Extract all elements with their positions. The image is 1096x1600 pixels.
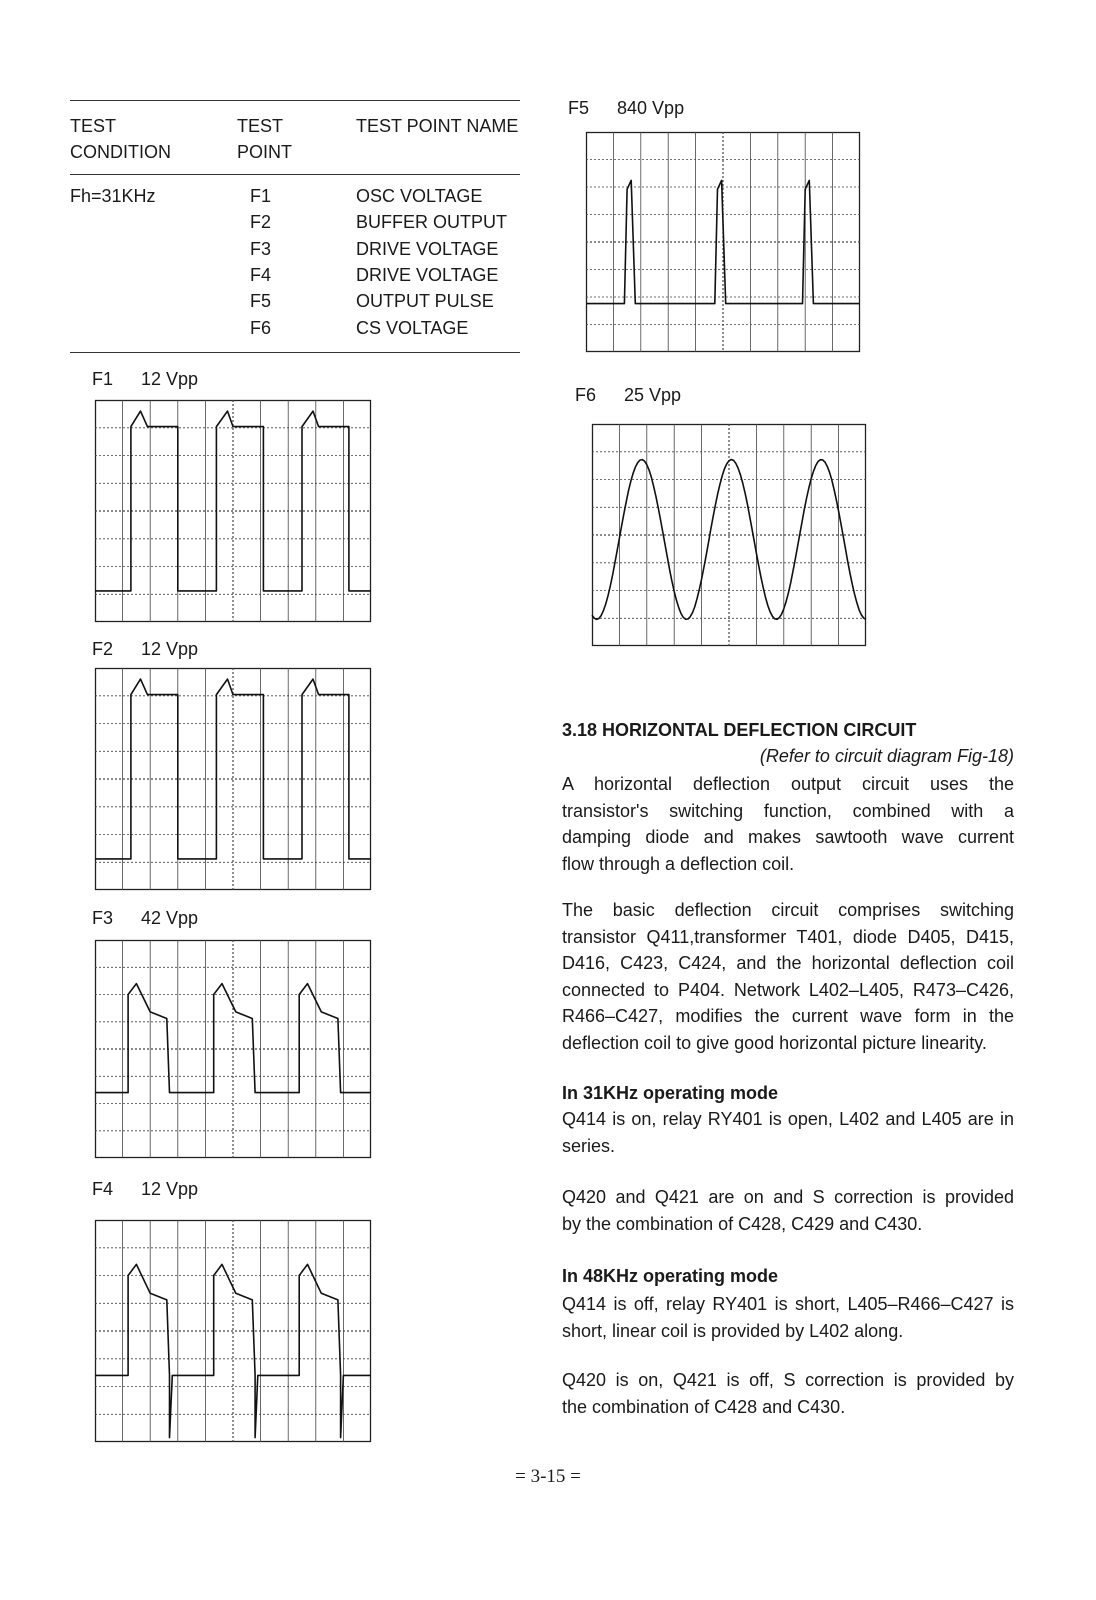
table-cell-point: F4 <box>250 264 272 285</box>
mode-48khz-title: In 48KHz operating mode <box>562 1266 779 1286</box>
table-header-rule <box>70 174 520 175</box>
waveform-label-f4: F4 12 Vpp <box>92 1179 199 1199</box>
table-cell-name: DRIVE VOLTAGE <box>356 264 499 285</box>
text-line: The basic deflection circuit comprises switching <box>562 900 1014 920</box>
header-test-point-name: TEST POINT NAME <box>356 116 519 136</box>
table-cell-name: OSC VOLTAGE <box>356 186 483 206</box>
waveform-label-f5: F5 840 Vpp <box>568 98 685 118</box>
header-test-condition-1: TEST <box>70 116 117 136</box>
mode-48khz-para1 <box>562 1291 1014 1344</box>
text-line: Q420 is on, Q421 is off, S correction is provided by <box>562 1370 1014 1390</box>
scope-grid <box>95 668 371 890</box>
waveform-trace <box>95 1264 371 1437</box>
waveform-label-f2: F2 12 Vpp <box>92 639 199 659</box>
test-condition-value: Fh=31KHz <box>70 186 156 206</box>
text-line: A horizontal deflection output circuit uses the <box>562 774 1014 794</box>
table-cell-point: F3 <box>250 238 272 259</box>
mode-31khz-para1 <box>562 1106 1014 1159</box>
table-cell-name: CS VOLTAGE <box>356 317 469 338</box>
text-line: the combination of C428 and C430. <box>562 1396 846 1417</box>
scope-f4 <box>95 1220 371 1442</box>
text-line: D416, C423, C424, and the horizontal deflection coil <box>562 953 1014 973</box>
header-test-point-1: TEST <box>237 116 284 136</box>
header-test-condition-2: CONDITION <box>70 142 171 162</box>
waveform-trace <box>592 460 866 620</box>
table-cell-point: F6 <box>250 317 272 338</box>
waveform-label-f6: F6 25 Vpp <box>575 385 682 405</box>
header-test-point-2: POINT <box>237 142 293 162</box>
text-line: connected to P404. Network L402–L405, R473–C426, <box>562 979 1014 1000</box>
table-cell-point: F2 <box>250 212 272 233</box>
scope-grid <box>592 424 866 646</box>
table-cell-name: BUFFER OUTPUT <box>356 212 507 233</box>
text-line: short, linear coil is provided by L402 along. <box>562 1320 904 1341</box>
text-line: R466–C427, modifies the current wave form in the <box>562 1006 1014 1026</box>
scope-f6 <box>592 424 866 646</box>
section-subtitle: (Refer to circuit diagram Fig-18) <box>759 746 1014 766</box>
page-number: = 3-15 = <box>515 1466 581 1487</box>
text-line: Q420 and Q421 are on and S correction is provided <box>562 1187 1014 1207</box>
para-basic-circuit <box>562 897 1014 1056</box>
scope-grid <box>95 940 371 1158</box>
table-cell-name: OUTPUT PULSE <box>356 291 494 312</box>
text-line: Q414 is off, relay RY401 is short, L405–R466–C427 is <box>562 1294 1014 1314</box>
mode-31khz-title: In 31KHz operating mode <box>562 1083 779 1103</box>
mode-31khz-para2 <box>562 1184 1014 1237</box>
text-line: by the combination of C428, C429 and C430. <box>562 1213 923 1234</box>
scope-f2 <box>95 668 371 890</box>
scope-f3 <box>95 940 371 1158</box>
para-intro <box>562 771 1014 877</box>
scope-grid <box>95 400 371 622</box>
waveform-label-f1: F1 12 Vpp <box>92 369 199 389</box>
section-title: 3.18 HORIZONTAL DEFLECTION CIRCUIT <box>562 720 917 740</box>
table-top-rule <box>70 100 520 101</box>
mode-48khz-para2 <box>562 1367 1014 1420</box>
table-cell-point: F1 <box>250 186 272 206</box>
text-line: transistor's switching function, combined with a <box>562 800 1014 821</box>
scope-f1 <box>95 400 371 622</box>
table-cell-point: F5 <box>250 291 272 312</box>
table-bottom-rule <box>70 352 520 353</box>
text-line: damping diode and makes sawtooth wave current <box>562 827 1014 847</box>
scope-grid <box>586 132 860 352</box>
scope-f5 <box>586 132 860 352</box>
text-line: Q414 is on, relay RY401 is open, L402 and L405 are in <box>562 1109 1014 1129</box>
table-cell-name: DRIVE VOLTAGE <box>356 238 499 259</box>
scope-grid <box>95 1220 371 1442</box>
text-line: deflection coil to give good horizontal picture linearity. <box>562 1032 987 1053</box>
text-line: flow through a deflection coil. <box>562 853 795 874</box>
text-line: series. <box>562 1135 616 1156</box>
waveform-label-f3: F3 42 Vpp <box>92 908 199 928</box>
text-line: transistor Q411,transformer T401, diode D405, D415, <box>562 926 1014 947</box>
